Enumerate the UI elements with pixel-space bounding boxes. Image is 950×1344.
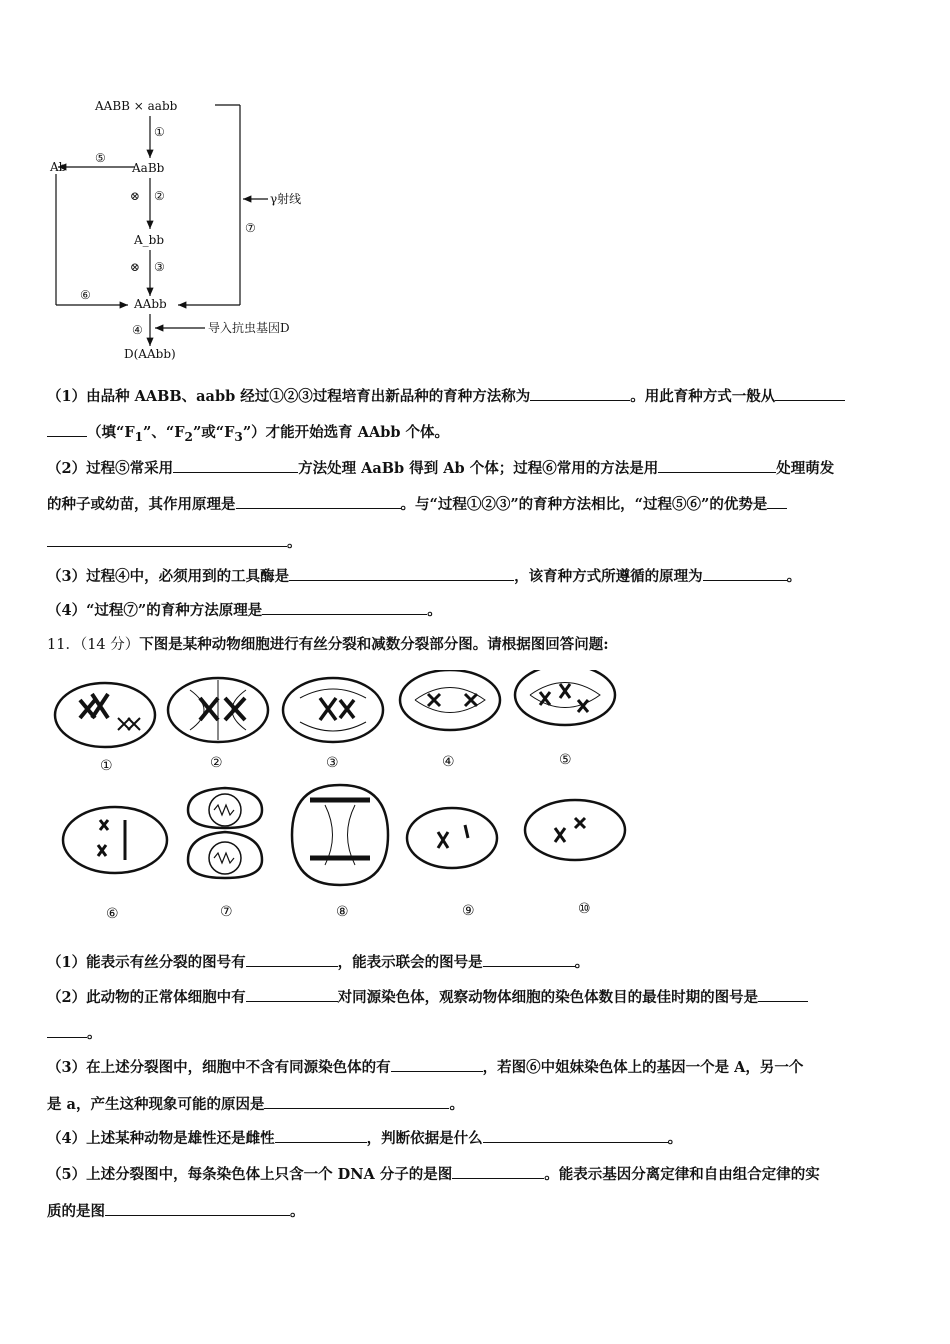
cell-6 [63,807,167,873]
cell-label-1: ① [100,758,113,774]
cell-2 [168,678,268,742]
flowchart-svg [40,88,340,373]
q11-blank-5[interactable] [391,1057,483,1072]
q11-blank-3[interactable] [246,987,338,1002]
cell-label-4: ④ [442,754,455,770]
cell-division-figures [40,670,640,930]
step-3-label: ③ [154,260,165,274]
q10-part1-line2: （填“$F_1$”、“$F_2$”或“$F_3$”）才能开始选育 AAbb 个体。 [47,422,907,447]
step-4-label: ④ [132,323,143,337]
q10-blank-5[interactable] [236,494,401,509]
cell-5 [515,670,615,725]
cells-svg [40,670,640,930]
q10-blank-2a[interactable] [775,386,845,401]
q11-blank-4a[interactable] [758,987,808,1002]
q11-part1: （1）能表示有丝分裂的图号有 ，能表示联会的图号是 。 [47,954,590,971]
cell-4 [400,670,500,730]
import-gene-label: 导入抗虫基因D [208,321,290,335]
cell-label-5: ⑤ [559,752,572,768]
cell-10 [525,800,625,860]
q10-blank-9[interactable] [262,600,427,615]
step-5-label: ⑤ [95,151,106,165]
q10-blank-7[interactable] [289,566,514,581]
aabb-target-genotype: AAbb [134,297,167,311]
ab-genotype: Ab [50,160,67,174]
cell-label-7: ⑦ [220,904,233,920]
q11-part2-line2: 。 [47,1023,907,1044]
q11-blank-9[interactable] [452,1164,544,1179]
q11-blank-7[interactable] [275,1128,367,1143]
cell-7 [188,788,262,878]
cross-parents: AABB × aabb [95,99,178,113]
q10-blank-3[interactable] [173,458,298,473]
cell-label-2: ② [210,755,223,771]
cell-3 [283,678,383,742]
step-2-label: ② [154,189,165,203]
q11-header: 11．（14 分）下图是某种动物细胞进行有丝分裂和减数分裂部分图。请根据图回答问题: [47,636,609,653]
selfing-1: ⊗ [130,189,141,203]
q10-blank-6a[interactable] [767,494,787,509]
step-1-label: ① [154,125,165,139]
selfing-2: ⊗ [130,260,141,274]
f1-genotype: AaBb [132,161,165,175]
q11-part3-line1: （3）在上述分裂图中，细胞中不含有同源染色体的有 ，若图⑥中姐妹染色体上的基因一个是 A，另一个 [47,1059,804,1076]
q10-blank-6b[interactable] [47,532,287,547]
q10-part2-line3: 。 [47,532,907,553]
q11-blank-1[interactable] [246,952,338,967]
cell-label-3: ③ [326,755,339,771]
step-6-label: ⑥ [80,288,91,302]
step-7-label: ⑦ [245,221,256,235]
q10-part3: （3）过程④中，必须用到的工具酶是 ，该育种方式所遵循的原理为 。 [47,568,802,585]
q10-part2-line2: 的种子或幼苗，其作用原理是 。与“过程①②③”的育种方法相比，“过程⑤⑥”的优势是 [47,494,907,515]
q10-blank-2b[interactable] [47,422,87,437]
q11-blank-6[interactable] [264,1094,449,1109]
a-bb-genotype: A_bb [134,233,165,247]
cell-label-9: ⑨ [462,903,475,919]
q11-blank-10[interactable] [105,1201,290,1216]
cell-label-6: ⑥ [106,906,119,922]
q11-part4: （4）上述某种动物是雄性还是雌性 ，判断依据是什么 。 [47,1130,683,1147]
cell-label-10: ⑩ [578,901,591,917]
q11-blank-4b[interactable] [47,1023,87,1038]
q11-part5-line1: （5）上述分裂图中，每条染色体上只含一个 DNA 分子的是图 。能表示基因分离定律和自由组合定律的实 [47,1166,820,1183]
cell-9 [407,808,497,868]
cell-1 [55,683,155,747]
q10-part2-line1: （2）过程⑤常采用 方法处理 AaBb 得到 Ab 个体；过程⑥常用的方法是用 处理萌发 [47,460,835,477]
q10-part1-line1: （1）由品种 AABB、aabb 经过①②③过程培育出新品种的育种方法称为 。用此育种方式一般从 [47,386,907,407]
cell-label-8: ⑧ [336,904,349,920]
q11-part3-line2: 是 a，产生这种现象可能的原因是 。 [47,1096,464,1113]
gamma-ray-label: γ射线 [270,192,302,206]
q11-part2-line1: （2）此动物的正常体细胞中有 对同源染色体，观察动物体细胞的染色体数目的最佳时期的图号是 [47,987,907,1008]
q10-blank-8[interactable] [703,566,787,581]
breeding-flowchart [40,88,340,373]
q10-blank-1[interactable] [530,386,630,401]
q10-blank-4[interactable] [658,458,776,473]
q11-blank-8[interactable] [483,1128,668,1143]
q11-blank-2[interactable] [483,952,575,967]
d-aabb-genotype: D(AAbb) [124,347,176,361]
cell-8 [292,785,388,885]
q11-part5-line2: 质的是图 。 [47,1203,305,1220]
q10-part4: （4）“过程⑦”的育种方法原理是 。 [47,602,442,619]
